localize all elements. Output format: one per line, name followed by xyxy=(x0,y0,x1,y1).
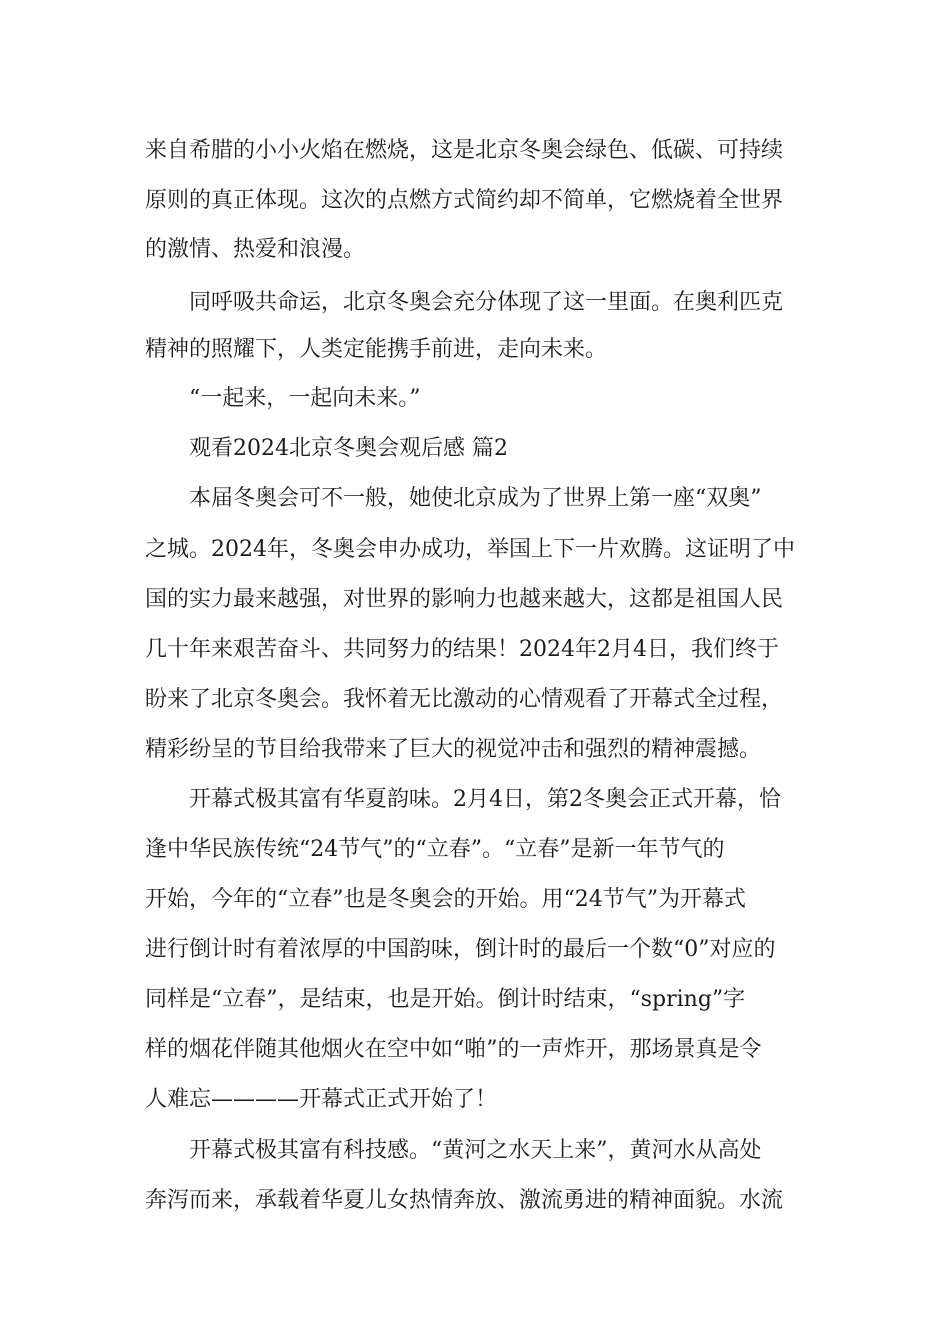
line-text: 开始，今年的“立春”也是冬奥会的开始。用“24节气”为开幕式 xyxy=(145,887,746,912)
line-text: 同呼吸共命运，北京冬奥会充分体现了这一里面。在奥利匹克 xyxy=(189,290,784,315)
line-text: 精神的照耀下，人类定能携手前进，走向未来。 xyxy=(145,337,608,362)
text-line xyxy=(0,980,950,1020)
text-line xyxy=(0,780,950,820)
text-line xyxy=(0,230,950,270)
line-text: 的激情、热爱和浪漫。 xyxy=(145,237,366,262)
line-text: 来自希腊的小小火焰在燃烧，这是北京冬奥会绿色、低碳、可持续 xyxy=(145,138,784,163)
text-line xyxy=(0,630,950,670)
text-line xyxy=(0,730,950,770)
line-text: 奔泻而来，承载着华夏儿女热情奔放、激流勇进的精神面貌。水流 xyxy=(145,1188,784,1213)
text-line xyxy=(0,680,950,720)
text-line xyxy=(0,479,950,519)
line-text: 盼来了北京冬奥会。我怀着无比激动的心情观看了开幕式全过程， xyxy=(145,687,784,712)
text-line xyxy=(0,283,950,323)
text-line xyxy=(0,1030,950,1070)
text-line xyxy=(0,330,950,370)
line-text: 原则的真正体现。这次的点燃方式简约却不简单，它燃烧着全世界 xyxy=(145,188,784,213)
line-text: 之城。2024年，冬奥会申办成功，举国上下一片欢腾。这证明了中 xyxy=(145,537,795,562)
line-text: 进行倒计时有着浓厚的中国韵味，倒计时的最后一个数“0”对应的 xyxy=(145,937,776,962)
line-text: 同样是“立春”，是结束，也是开始。倒计时结束，“spring”字 xyxy=(145,987,746,1012)
text-line xyxy=(0,429,950,469)
text-line xyxy=(0,880,950,920)
line-text: 精彩纷呈的节目给我带来了巨大的视觉冲击和强烈的精神震撼。 xyxy=(145,737,762,762)
text-line xyxy=(0,930,950,970)
line-text: 几十年来艰苦奋斗、共同努力的结果！2024年2月4日，我们终于 xyxy=(145,637,779,662)
text-line xyxy=(0,1181,950,1221)
line-text: 样的烟花伴随其他烟火在空中如“啪”的一声炸开，那场景真是令 xyxy=(145,1037,762,1062)
section-heading: 观看2024北京冬奥会观后感 篇2 xyxy=(189,436,508,461)
line-text: “一起来，一起向未来。” xyxy=(189,386,421,411)
line-text: 人难忘————开幕式正式开始了！ xyxy=(145,1087,498,1112)
text-line xyxy=(0,580,950,620)
text-line xyxy=(0,1080,950,1120)
text-line xyxy=(0,1131,950,1171)
text-line xyxy=(0,379,950,419)
line-text: 开幕式极其富有科技感。“黄河之水天上来”，黄河水从高处 xyxy=(189,1138,762,1163)
text-line xyxy=(0,830,950,870)
line-text: 开幕式极其富有华夏韵味。2月4日，第2冬奥会正式开幕，恰 xyxy=(189,787,781,812)
line-text: 逢中华民族传统“24节气”的“立春”。“立春”是新一年节气的 xyxy=(145,837,725,862)
text-line xyxy=(0,530,950,570)
text-line xyxy=(0,131,950,171)
line-text: 国的实力最来越强，对世界的影响力也越来越大，这都是祖国人民 xyxy=(145,587,784,612)
line-text: 本届冬奥会可不一般，她使北京成为了世界上第一座“双奥” xyxy=(189,486,762,511)
text-line xyxy=(0,181,950,221)
